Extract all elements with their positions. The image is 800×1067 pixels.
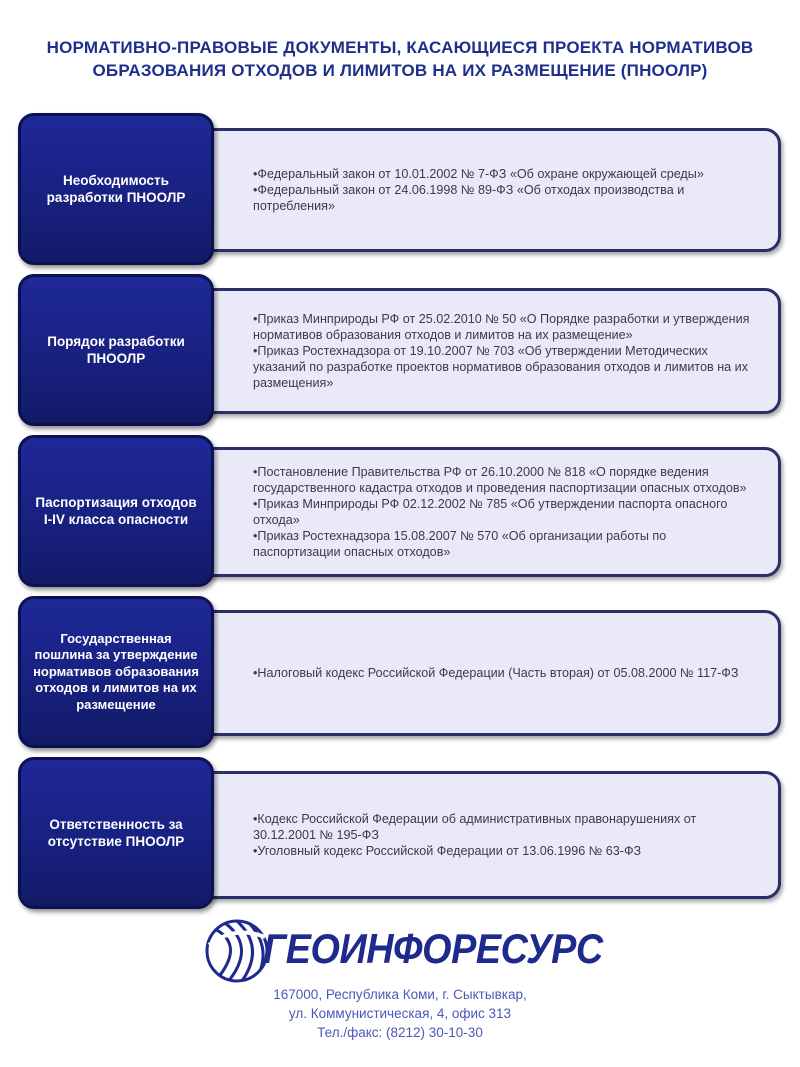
- address-line: ул. Коммунистическая, 4, офис 313: [288, 1006, 512, 1021]
- row-label: Паспортизация отходов I-IV класса опасности: [18, 435, 214, 587]
- row-procedure: [18, 274, 783, 426]
- content-list: [253, 774, 756, 896]
- list-item: •Постановление Правительства РФ от 26.10.2000 № 818 «О порядке ведения государственного кадастра отходов и проведения паспортизации опасных отходов»: [253, 465, 747, 495]
- page-title: НОРМАТИВНО-ПРАВОВЫЕ ДОКУМЕНТЫ, КАСАЮЩИЕСЯ ПРОЕКТА НОРМАТИВОВ ОБРАЗОВАНИЯ ОТХОДОВ И ЛИМИТОВ НА ИХ РАЗМЕЩЕНИЕ (ПНООЛР): [46, 38, 754, 80]
- row-responsibility: [18, 757, 783, 909]
- row-passport: [18, 435, 783, 587]
- list-item: •Уголовный кодекс Российской Федерации от 13.06.1996 № 63-ФЗ: [253, 844, 642, 858]
- row-label: Ответственность за отсутствие ПНООЛР: [18, 757, 214, 909]
- address-line: 167000, Республика Коми, г. Сыктывкар,: [273, 987, 527, 1002]
- company-logo: [205, 915, 603, 985]
- list-item: •Федеральный закон от 10.01.2002 № 7-ФЗ «Об охране окружающей среды»: [253, 167, 704, 181]
- content-list: [253, 613, 756, 733]
- list-item: •Приказ Минприроды РФ от 25.02.2010 № 50 «О Порядке разработки и утверждения нормативов образования отходов и лимитов на их размещение»: [253, 312, 750, 342]
- row-state-duty: [18, 596, 783, 748]
- list-item: •Кодекс Российской Федерации об административных правонарушениях от 30.12.2001 № 195-ФЗ: [253, 812, 697, 842]
- list-item: •Налоговый кодекс Российской Федерации (Часть вторая) от 05.08.2000 № 117-ФЗ: [253, 666, 739, 680]
- phone-line: Тел./факс: (8212) 30-10-30: [317, 1025, 483, 1040]
- contact-address: [200, 985, 600, 1042]
- content-box: [188, 610, 781, 736]
- list-item: •Федеральный закон от 24.06.1998 № 89-ФЗ «Об отходах производства и потребления»: [253, 183, 685, 213]
- content-box: [188, 771, 781, 899]
- globe-icon: [205, 915, 269, 985]
- content-list: [253, 131, 756, 249]
- row-label: Порядок разработки ПНООЛР: [18, 274, 214, 426]
- row-label: Необходимость разработки ПНООЛР: [18, 113, 214, 265]
- logo-text: ГЕОИНФОРЕСУРС: [263, 925, 603, 972]
- content-list: [253, 291, 756, 411]
- content-box: [188, 288, 781, 414]
- content-box: [188, 128, 781, 252]
- content-list: [253, 450, 756, 574]
- list-item: •Приказ Ростехнадзора от 19.10.2007 № 703 «Об утверждении Методических указаний по разработке проектов нормативов образования отходов и лимитов на их размещения»: [253, 344, 748, 390]
- row-necessity: [18, 113, 783, 265]
- content-box: [188, 447, 781, 577]
- row-label: Государственная пошлина за утверждение нормативов образования отходов и лимитов на их размещение: [18, 596, 214, 748]
- list-item: •Приказ Минприроды РФ 02.12.2002 № 785 «Об утверждении паспорта опасного отхода»: [253, 497, 728, 527]
- list-item: •Приказ Ростехнадзора 15.08.2007 № 570 «Об организации работы по паспортизации опасных отходов»: [253, 529, 667, 559]
